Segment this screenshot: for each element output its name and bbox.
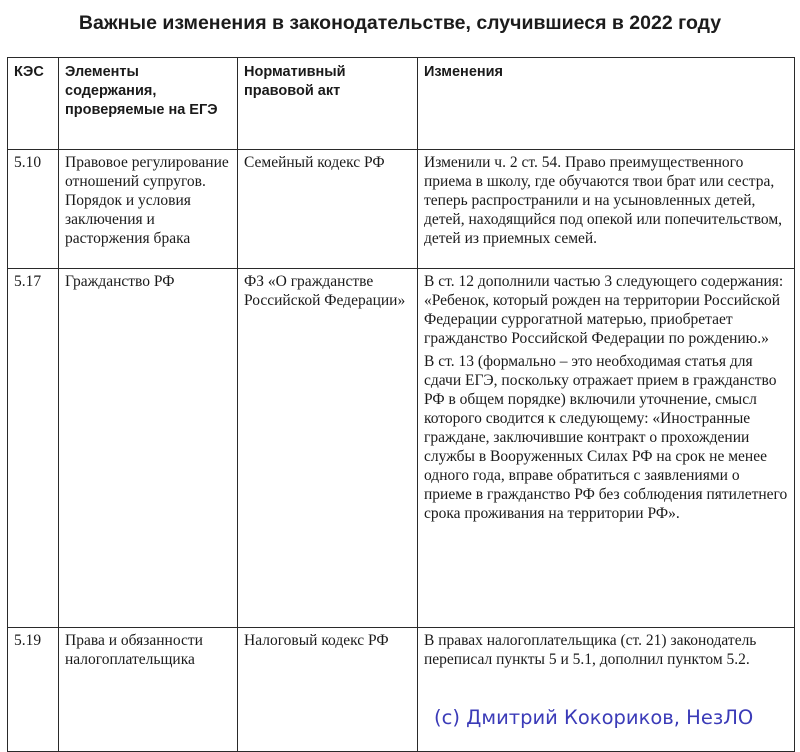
change-paragraph: Изменили ч. 2 ст. 54. Право преимущественного приема в школу, где обучаются твои брат или сестра, теперь распространили и на усыновленных детей, детей, находящийся под опекой или попечительством, детей из приемных семей. (424, 154, 783, 247)
header-legal-act: Нормативный правовой акт (238, 58, 418, 150)
content-element: Права и обязанности налогоплательщика (59, 628, 238, 752)
table-header-row (8, 58, 795, 150)
legal-act: ФЗ «О гражданстве Российской Федерации» (238, 269, 418, 628)
change-paragraph: В ст. 12 дополнили частью 3 следующего содержания: «Ребенок, который рожден на территории Российской Федерации суррогатной матерью, приобретает гражданство Российской Федерации по рождению.» (424, 273, 784, 347)
legal-act: Семейный кодекс РФ (238, 150, 418, 269)
change-paragraph: В правах налогоплательщика (ст. 21) законодатель переписал пункты 5 и 5.1, дополнил пунктом 5.2. (424, 632, 757, 668)
content-element: Гражданство РФ (59, 269, 238, 628)
header-elements: Элементы содержания, проверяемые на ЕГЭ (59, 58, 238, 150)
changes-cell (418, 269, 795, 628)
author-signature: (с) Дмитрий Кокориков, НезЛО (434, 706, 754, 729)
legal-act: Налоговый кодекс РФ (238, 628, 418, 752)
table-row (8, 150, 795, 269)
kes-code: 5.17 (8, 269, 59, 628)
changes-cell (418, 628, 795, 752)
content-element: Правовое регулирование отношений супругов. Порядок и условия заключения и расторжения брака (59, 150, 238, 269)
page-title: Важные изменения в законодательстве, случившиеся в 2022 году (78, 12, 722, 34)
changes-table (7, 57, 795, 752)
kes-code: 5.19 (8, 628, 59, 752)
header-kes: КЭС (8, 58, 59, 150)
change-paragraph: В ст. 13 (формально – это необходимая статья для сдачи ЕГЭ, поскольку отражает прием в гражданство РФ в общем порядке) включили уточнение, смысл которого сводится к следующему: «Иностранные граждане, заключившие контракт о прохождении службы в Вооруженных Силах РФ на срок не менее одного года, вправе обратиться с заявлениями о приеме в гражданство РФ без соблюдения пятилетнего срока проживания на территории РФ». (424, 353, 788, 522)
table-row (8, 269, 795, 628)
header-changes: Изменения (418, 58, 795, 150)
kes-code: 5.10 (8, 150, 59, 269)
table-row (8, 628, 795, 752)
changes-cell (418, 150, 795, 269)
